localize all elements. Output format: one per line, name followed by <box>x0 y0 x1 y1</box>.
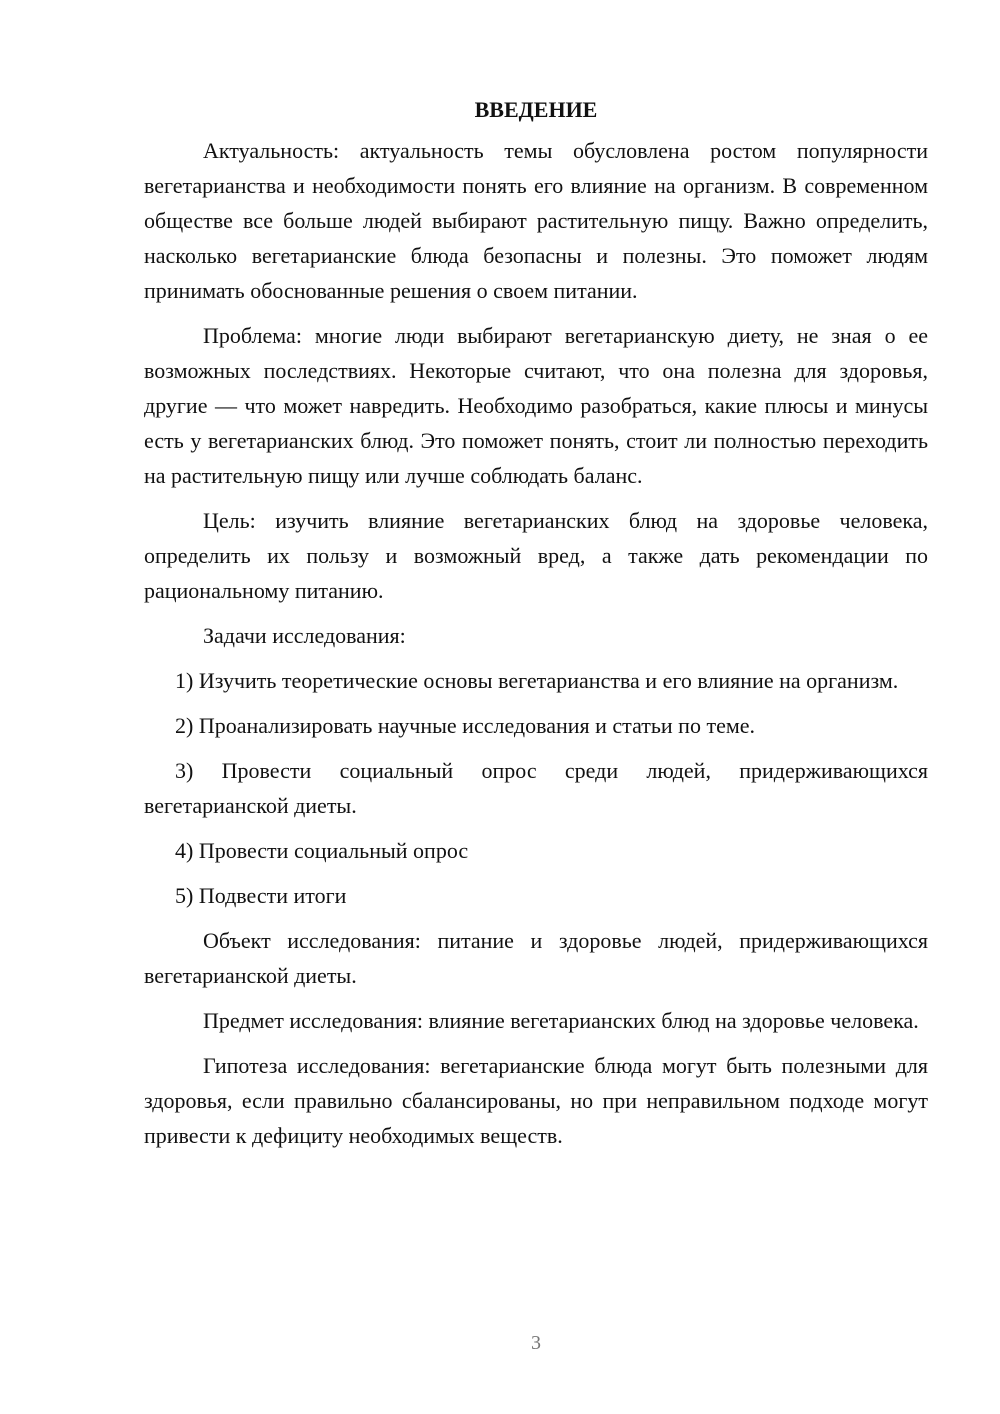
tasks-heading: Задачи исследования: <box>203 623 406 648</box>
task-item-5: 5) Подвести итоги <box>175 883 347 908</box>
task-item-1: 1) Изучить теоретические основы вегетарианства и его влияние на организм. <box>175 668 899 693</box>
task-item-3: 3) Провести социальный опрос среди людей, придерживающихся вегетарианской диеты. <box>144 758 928 818</box>
paragraph-relevance: Актуальность: актуальность темы обусловлена ростом популярности вегетарианства и необходимости понять его влияние на организм. В современном обществе все больше людей выбирают растительную пищу. Важно определить, насколько вегетарианские блюда безопасны и полезны. Это поможет людям принимать обоснованные решения о своем питании. <box>144 138 928 303</box>
task-item-2: 2) Проанализировать научные исследования и статьи по теме. <box>175 713 756 738</box>
paragraph-hypothesis: Гипотеза исследования: вегетарианские блюда могут быть полезными для здоровья, если правильно сбалансированы, но при неправильном подходе могут привести к дефициту необходимых веществ. <box>144 1053 928 1148</box>
paragraph-goal: Цель: изучить влияние вегетарианских блюд на здоровье человека, определить их пользу и возможный вред, а также дать рекомендации по рациональному питанию. <box>144 508 928 603</box>
section-title: ВВЕДЕНИЕ <box>474 97 598 122</box>
page-content <box>144 92 928 1163</box>
paragraph-problem: Проблема: многие люди выбирают вегетарианскую диету, не зная о ее возможных последствиях. Некоторые считают, что она полезна для здоровья, другие — что может навредить. Необходимо разобраться, какие плюсы и минусы есть у вегетарианских блюд. Это поможет понять, стоит ли полностью переходить на растительную пищу или лучше соблюдать баланс. <box>144 323 928 488</box>
paragraph-object: Объект исследования: питание и здоровье людей, придерживающихся вегетарианской диеты. <box>144 928 928 988</box>
task-item-4: 4) Провести социальный опрос <box>175 838 469 863</box>
page-number: 3 <box>531 1332 541 1354</box>
paragraph-subject: Предмет исследования: влияние вегетарианских блюд на здоровье человека. <box>203 1008 919 1033</box>
